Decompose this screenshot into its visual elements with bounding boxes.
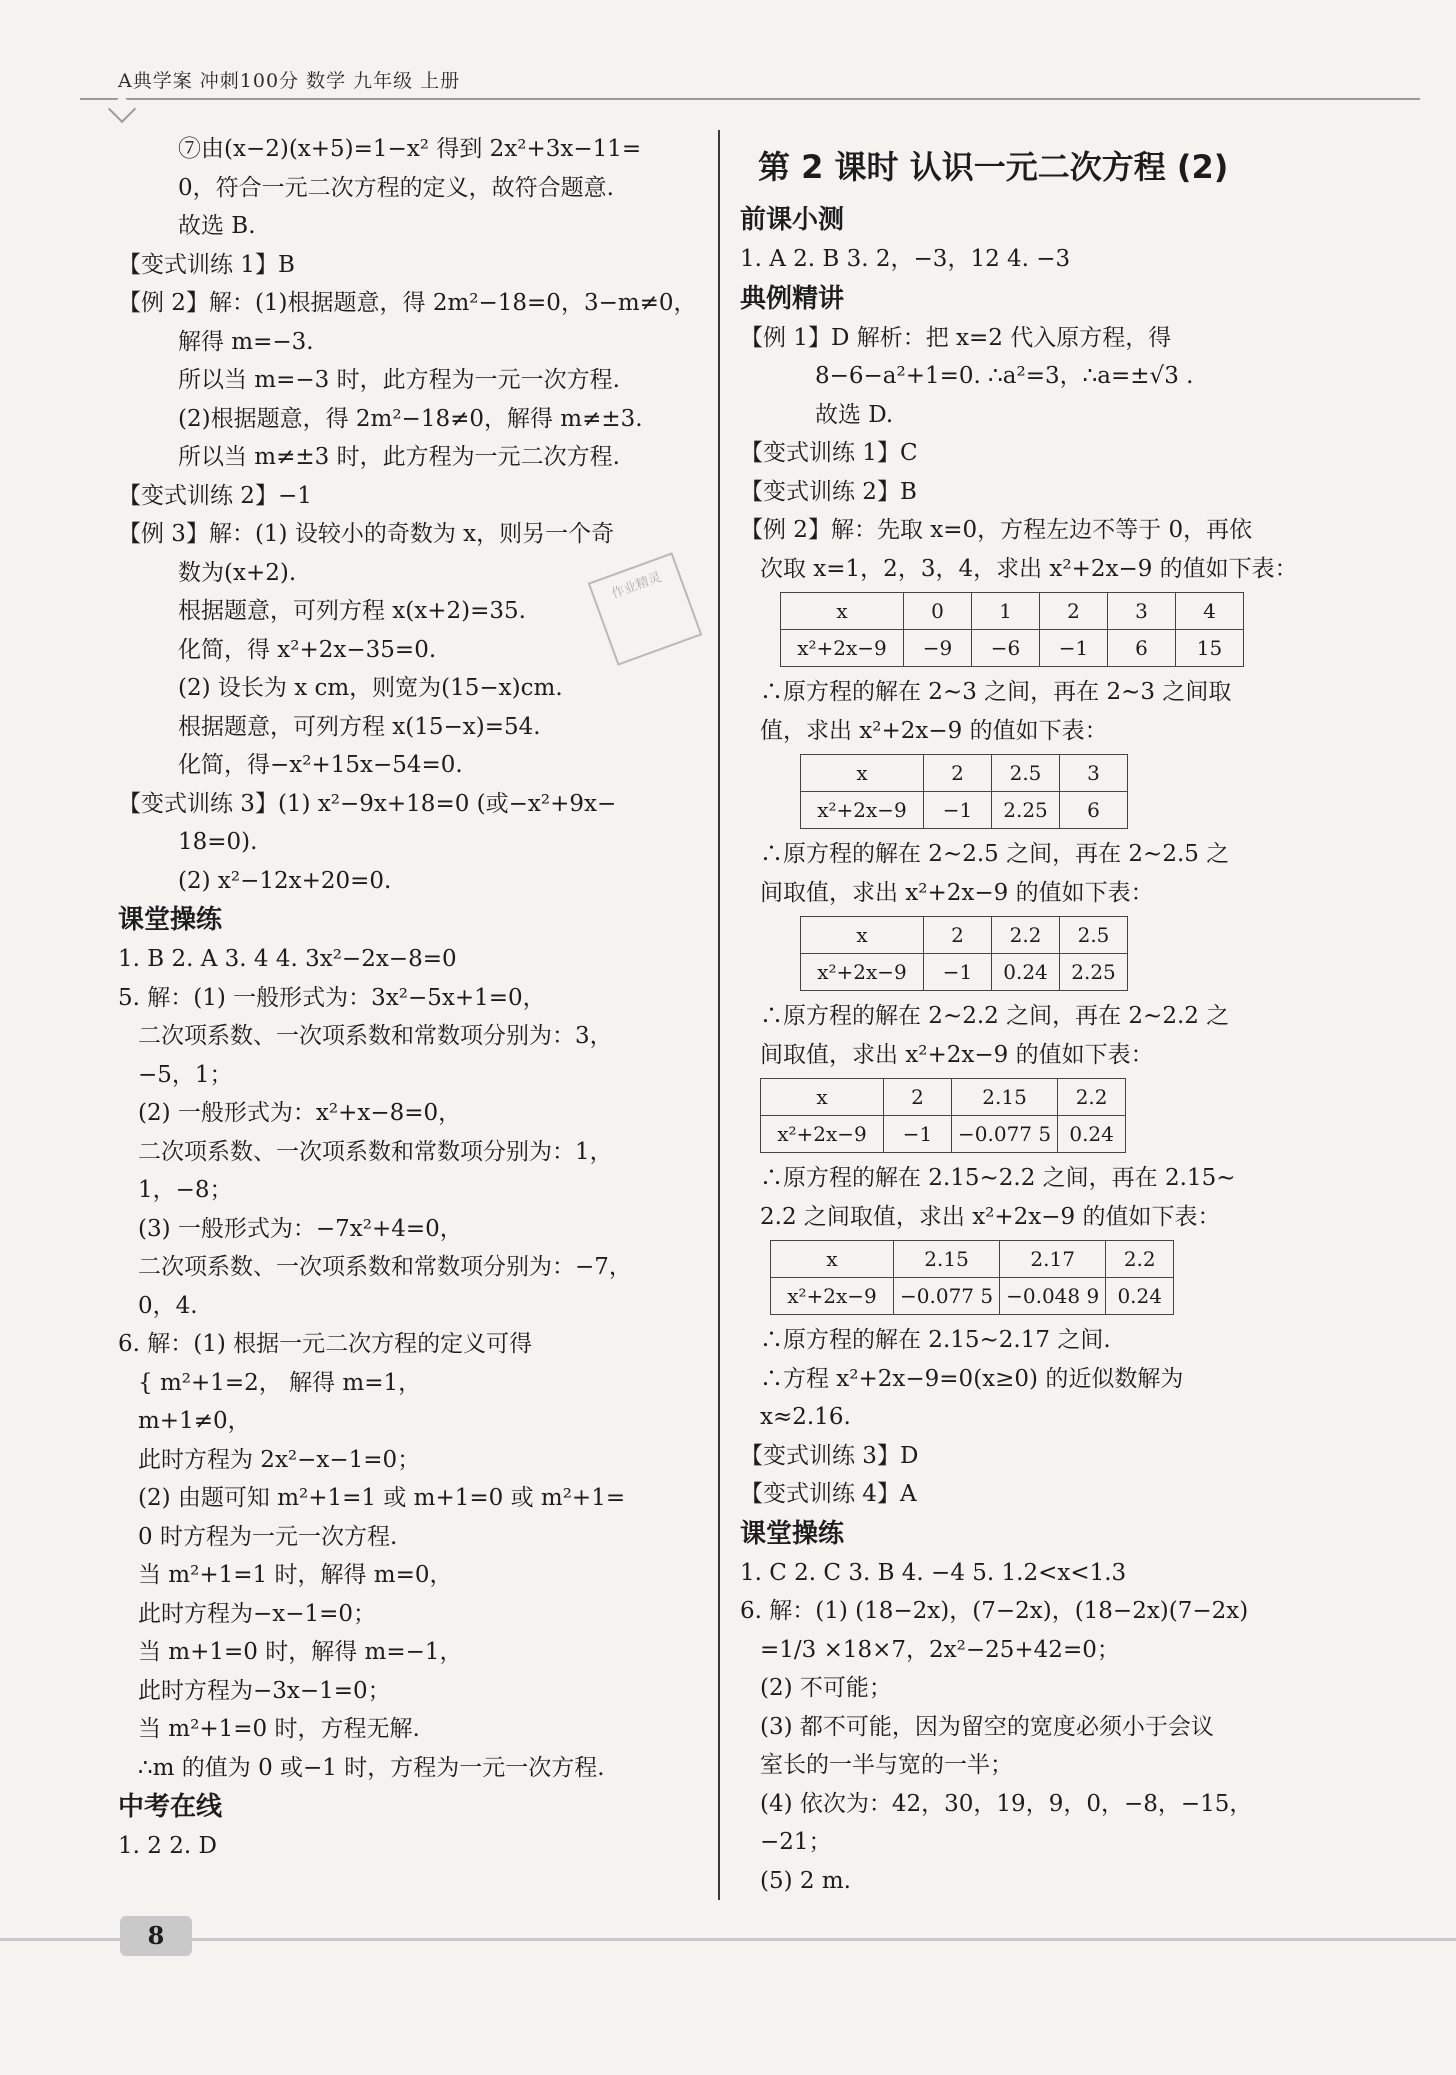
- table-row: [801, 917, 1128, 954]
- text-line: 6. 解：(1) 根据一元二次方程的定义可得: [118, 1331, 533, 1357]
- text-line: (5) 2 m.: [760, 1867, 851, 1894]
- header-rule: [80, 98, 1420, 100]
- table-cell: 2: [1040, 593, 1108, 630]
- text-line: ∴原方程的解在 2∼2.2 之间，再在 2∼2.2 之: [760, 1003, 1230, 1029]
- table-cell: 3: [1108, 593, 1176, 630]
- text-line: ∴原方程的解在 2.15∼2.17 之间.: [760, 1327, 1111, 1353]
- running-header: A典学案 冲刺100分 数学 九年级 上册: [118, 70, 461, 92]
- table-cell: 2.15: [952, 1079, 1058, 1116]
- after-table-4: [740, 1159, 1320, 1236]
- table-row: [801, 792, 1128, 829]
- value-table-2: [800, 754, 1128, 829]
- text-line: ∴原方程的解在 2∼2.5 之间，再在 2∼2.5 之: [760, 841, 1230, 867]
- table-cell: 15: [1176, 630, 1244, 667]
- classroom-heading-right: 课堂操练: [740, 1518, 845, 1549]
- text-line: 二次项系数、一次项系数和常数项分别为：3，: [138, 1023, 613, 1049]
- text-line: 【例 3】解：(1) 设较小的奇数为 x，则另一个奇: [118, 521, 615, 547]
- text-line: 此时方程为−3x−1=0；: [138, 1677, 391, 1704]
- table-cell: 2: [924, 917, 992, 954]
- table-cell: 2.5: [1060, 917, 1128, 954]
- text-line: 【变式训练 1】C: [740, 440, 918, 466]
- after-table-5: [740, 1321, 1320, 1514]
- table-cell: −9: [904, 630, 972, 667]
- text-line: 6. 解：(1) (18−2x)，(7−2x)，(18−2x)(7−2x): [740, 1598, 1249, 1624]
- text-line: 1，−8；: [138, 1177, 233, 1203]
- table-cell: 6: [1108, 630, 1176, 667]
- right-column: [740, 130, 1320, 1900]
- text-line: 次取 x=1，2，3，4，求出 x²+2x−9 的值如下表：: [760, 555, 1298, 582]
- text-line: 当 m+1=0 时，解得 m=−1，: [138, 1639, 463, 1665]
- value-table-1: [780, 592, 1244, 667]
- table-cell: 2.15: [894, 1241, 1000, 1278]
- classroom-heading-left: 课堂操练: [118, 905, 223, 935]
- text-line: (3) 都不可能，因为留空的宽度必须小于会议: [760, 1713, 1214, 1740]
- text-line: 【变式训练 2】−1: [118, 482, 312, 509]
- table-cell: 2.2: [1058, 1079, 1126, 1116]
- text-line: =1/3 ×18×7，2x²−25+42=0；: [760, 1636, 1120, 1663]
- exam-heading: 中考在线: [118, 1792, 223, 1822]
- table-cell: 2: [924, 755, 992, 792]
- table-row: [801, 954, 1128, 991]
- table-cell: 2.5: [992, 755, 1060, 792]
- table-cell: 2: [884, 1079, 952, 1116]
- text-line: (2) 不可能；: [760, 1675, 892, 1701]
- text-line: 【例 2】解：(1)根据题意，得 2m²−18=0，3−m≠0，: [118, 290, 697, 316]
- after-table-3: [740, 997, 1320, 1074]
- table-cell: 2.25: [1060, 954, 1128, 991]
- table-cell: −0.077 5: [952, 1116, 1058, 1153]
- text-line: 2.2 之间取值，求出 x²+2x−9 的值如下表：: [760, 1203, 1221, 1230]
- text-line: (4) 依次为：42，30，19，9，0，−8，−15，: [760, 1790, 1253, 1817]
- value-table-3: [800, 916, 1128, 991]
- lesson-title: 第 2 课时 认识一元二次方程 (2): [758, 148, 1229, 186]
- table-cell: x²+2x−9: [801, 792, 924, 829]
- table-cell: −6: [972, 630, 1040, 667]
- text-line: 解得 m=−3.: [178, 328, 314, 355]
- table-cell: 2.25: [992, 792, 1060, 829]
- after-table-2: [740, 835, 1320, 912]
- text-line: 【例 2】解：先取 x=0，方程左边不等于 0，再依: [740, 517, 1253, 543]
- text-line: (2) 设长为 x cm，则宽为(15−x)cm.: [178, 675, 563, 701]
- table-cell: 0.24: [1058, 1116, 1126, 1153]
- right-classroom: [740, 1554, 1320, 1901]
- text-line: 18=0).: [178, 829, 258, 855]
- text-line: 0，符合一元二次方程的定义，故符合题意.: [178, 174, 614, 201]
- text-line: 故选 B.: [178, 213, 256, 239]
- table-cell: x: [801, 755, 924, 792]
- text-line: ∴m 的值为 0 或−1 时，方程为一元一次方程.: [138, 1754, 605, 1781]
- text-line: 化简，得−x²+15x−54=0.: [178, 752, 463, 778]
- text-line: { m²+1=2， 解得 m=1，: [138, 1369, 422, 1396]
- text-line: m+1≠0，: [138, 1408, 251, 1434]
- text-line: 【变式训练 4】A: [740, 1481, 917, 1507]
- text-line: 所以当 m≠±3 时，此方程为一元二次方程.: [178, 444, 620, 470]
- text-line: 根据题意，可列方程 x(15−x)=54.: [178, 713, 541, 740]
- left-column: [118, 130, 698, 1866]
- text-line: 数为(x+2).: [178, 559, 297, 586]
- text-line: −5，1；: [138, 1061, 233, 1088]
- text-line: ∴原方程的解在 2.15∼2.2 之间，再在 2.15∼: [760, 1165, 1236, 1191]
- table-row: [771, 1241, 1174, 1278]
- table-cell: 0.24: [1106, 1278, 1174, 1315]
- table-row: [781, 630, 1244, 667]
- table-row: [771, 1278, 1174, 1315]
- table-cell: −0.048 9: [1000, 1278, 1106, 1315]
- text-line: 当 m²+1=0 时，方程无解.: [138, 1716, 420, 1742]
- text-line: 故选 D.: [815, 401, 894, 428]
- text-line: 8−6−a²+1=0. ∴a²=3，∴a=±√3 .: [815, 363, 1194, 389]
- pre-test-heading: 前课小测: [740, 205, 845, 235]
- left-answers: [118, 130, 698, 900]
- table-cell: −1: [924, 792, 992, 829]
- text-line: (2) x²−12x+20=0.: [178, 867, 392, 894]
- exam-answers: 1. 2 2. D: [118, 1833, 217, 1859]
- text-line: 【例 1】D 解析：把 x=2 代入原方程，得: [740, 324, 1172, 351]
- table-cell: −1: [924, 954, 992, 991]
- text-line: 当 m²+1=1 时，解得 m=0，: [138, 1562, 453, 1588]
- column-divider: [718, 130, 720, 1900]
- footer-rule: [0, 1938, 1456, 1941]
- text-line: 间取值，求出 x²+2x−9 的值如下表：: [760, 1041, 1154, 1068]
- text-line: ∴原方程的解在 2∼3 之间，再在 2∼3 之间取: [760, 679, 1232, 705]
- text-line: 【变式训练 3】D: [740, 1442, 919, 1469]
- table-cell: −1: [884, 1116, 952, 1153]
- text-line: 此时方程为−x−1=0；: [138, 1600, 377, 1627]
- value-table-5: [770, 1240, 1174, 1315]
- table-row: [761, 1079, 1126, 1116]
- table-cell: x²+2x−9: [801, 954, 924, 991]
- text-line: ⑦由(x−2)(x+5)=1−x² 得到 2x²+3x−11=: [178, 136, 642, 162]
- table-cell: 2.2: [1106, 1241, 1174, 1278]
- text-line: (2)根据题意，得 2m²−18≠0，解得 m≠±3.: [178, 405, 643, 432]
- after-table-1: [740, 673, 1320, 750]
- examples-heading: 典例精讲: [740, 283, 845, 314]
- pre-test-answers: 1. A 2. B 3. 2，−3，12 4. −3: [740, 246, 1071, 272]
- text-line: 二次项系数、一次项系数和常数项分别为：1，: [138, 1138, 613, 1165]
- text-line: 【变式训练 2】B: [740, 478, 917, 505]
- value-table-4: [760, 1078, 1126, 1153]
- text-line: 值，求出 x²+2x−9 的值如下表：: [760, 717, 1108, 744]
- table-cell: 6: [1060, 792, 1128, 829]
- table-cell: 2.2: [992, 917, 1060, 954]
- table-row: [761, 1116, 1126, 1153]
- text-line: 1. B 2. A 3. 4 4. 3x²−2x−8=0: [118, 946, 457, 972]
- watermark-stamp: 作业精灵: [588, 552, 703, 665]
- text-line: 0，4.: [138, 1292, 198, 1319]
- text-line: ∴方程 x²+2x−9=0(x≥0) 的近似数解为: [760, 1365, 1184, 1392]
- table-cell: 4: [1176, 593, 1244, 630]
- table-cell: x: [781, 593, 904, 630]
- page-number: 8: [120, 1916, 192, 1956]
- table-row: [801, 755, 1128, 792]
- table-cell: x²+2x−9: [781, 630, 904, 667]
- text-line: 5. 解：(1) 一般形式为：3x²−5x+1=0，: [118, 984, 546, 1011]
- table-cell: x: [771, 1241, 894, 1278]
- table-row: [781, 593, 1244, 630]
- text-line: 二次项系数、一次项系数和常数项分别为：−7，: [138, 1254, 632, 1280]
- text-line: 【变式训练 1】B: [118, 251, 295, 278]
- text-line: 室长的一半与宽的一半；: [760, 1752, 1013, 1778]
- text-line: 【变式训练 3】(1) x²−9x+18=0 (或−x²+9x−: [118, 790, 617, 817]
- left-classroom: [118, 940, 698, 1787]
- text-line: 1. C 2. C 3. B 4. −4 5. 1.2<x<1.3: [740, 1559, 1127, 1586]
- table-cell: 3: [1060, 755, 1128, 792]
- text-line: (3) 一般形式为：−7x²+4=0，: [138, 1215, 463, 1242]
- text-line: 间取值，求出 x²+2x−9 的值如下表：: [760, 879, 1154, 906]
- table-cell: x: [801, 917, 924, 954]
- table-cell: x²+2x−9: [761, 1116, 884, 1153]
- table-cell: 1: [972, 593, 1040, 630]
- table-cell: 2.17: [1000, 1241, 1106, 1278]
- table-cell: 0: [904, 593, 972, 630]
- table-cell: −1: [1040, 630, 1108, 667]
- example-lines: [740, 319, 1320, 589]
- text-line: −21；: [760, 1829, 832, 1855]
- table-cell: 0.24: [992, 954, 1060, 991]
- text-line: 此时方程为 2x²−x−1=0；: [138, 1446, 421, 1473]
- table-cell: x²+2x−9: [771, 1278, 894, 1315]
- text-line: 化简，得 x²+2x−35=0.: [178, 636, 437, 663]
- text-line: 所以当 m=−3 时，此方程为一元一次方程.: [178, 367, 620, 393]
- text-line: (2) 由题可知 m²+1=1 或 m+1=0 或 m²+1=: [138, 1485, 626, 1511]
- text-line: 根据题意，可列方程 x(x+2)=35.: [178, 598, 526, 624]
- text-line: (2) 一般形式为：x²+x−8=0，: [138, 1100, 462, 1126]
- table-cell: −0.077 5: [894, 1278, 1000, 1315]
- table-cell: x: [761, 1079, 884, 1116]
- text-line: 0 时方程为一元一次方程.: [138, 1523, 398, 1550]
- text-line: x≈2.16.: [760, 1404, 851, 1430]
